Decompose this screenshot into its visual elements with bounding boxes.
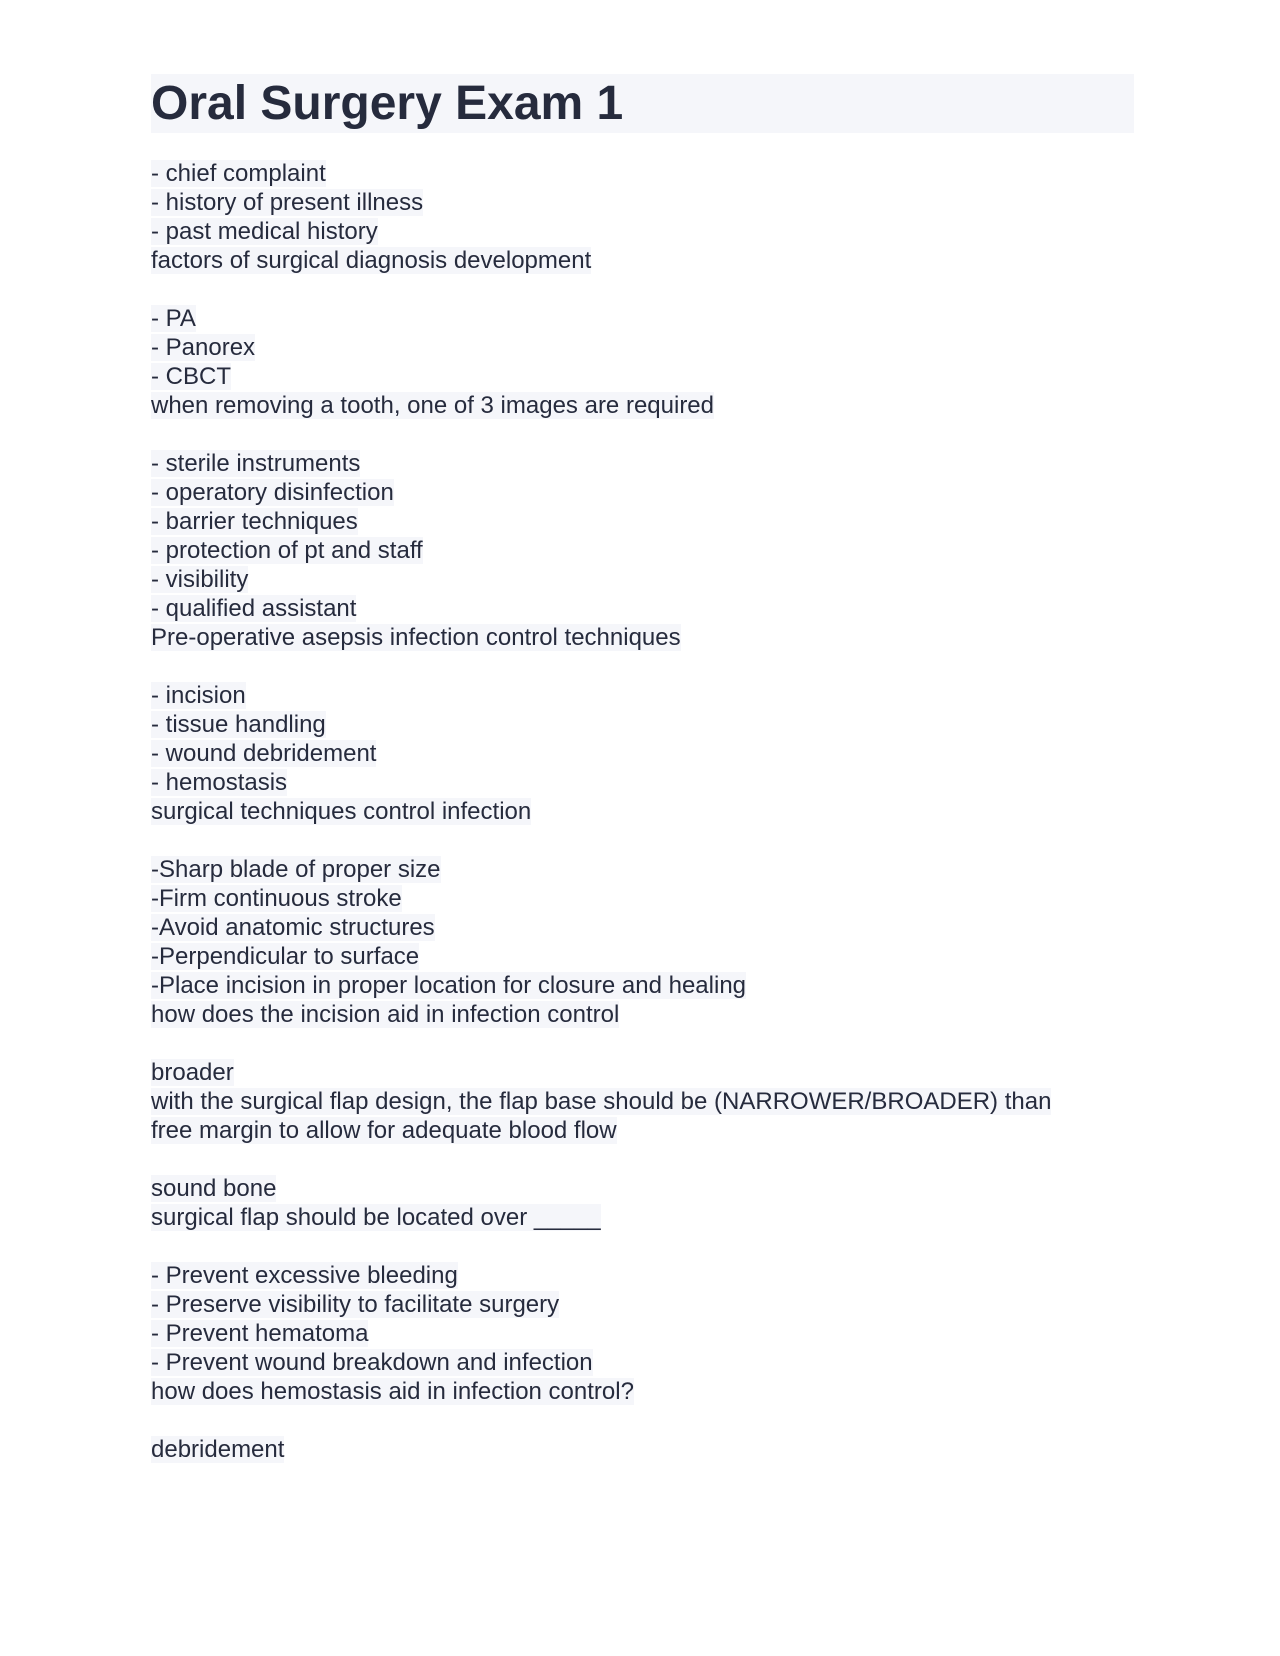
flashcard xyxy=(151,1435,1134,1464)
flashcard-line-text: -Firm continuous stroke xyxy=(151,885,402,912)
flashcard-line-text: free margin to allow for adequate blood flow xyxy=(151,1117,617,1144)
flashcard-line xyxy=(151,971,1134,1000)
flashcard-line-text: when removing a tooth, one of 3 images are required xyxy=(151,392,715,419)
flashcard xyxy=(151,1261,1134,1406)
flashcard-line xyxy=(151,1435,1134,1464)
flashcard-line xyxy=(151,913,1134,942)
flashcard-line xyxy=(151,246,1134,275)
flashcard-line-text: with the surgical flap design, the flap base should be (NARROWER/BROADER) than xyxy=(151,1088,1052,1115)
flashcard-line xyxy=(151,536,1134,565)
flashcard-line-text: factors of surgical diagnosis development xyxy=(151,247,592,274)
flashcard-line-text: surgical flap should be located over _____ xyxy=(151,1204,601,1231)
flashcard-line xyxy=(151,710,1134,739)
flashcard-line xyxy=(151,1348,1134,1377)
flashcard-line-text: - CBCT xyxy=(151,363,231,390)
flashcard-line-text: surgical techniques control infection xyxy=(151,798,532,825)
flashcard xyxy=(151,449,1134,652)
flashcard-line-text: - sterile instruments xyxy=(151,450,361,477)
flashcard-line-text: - chief complaint xyxy=(151,160,326,187)
flashcard-line-text: - incision xyxy=(151,682,246,709)
flashcard-line-text: - Prevent excessive bleeding xyxy=(151,1262,458,1289)
flashcard-line-text: how does the incision aid in infection control xyxy=(151,1001,620,1028)
flashcard-line xyxy=(151,565,1134,594)
title-band xyxy=(151,74,1134,133)
flashcard-line xyxy=(151,594,1134,623)
flashcard-line-text: how does hemostasis aid in infection control? xyxy=(151,1378,634,1405)
flashcard-line xyxy=(151,362,1134,391)
flashcard-line-text: Pre-operative asepsis infection control techniques xyxy=(151,624,681,651)
document-title: Oral Surgery Exam 1 xyxy=(151,77,624,130)
flashcard-list xyxy=(151,159,1134,1464)
flashcard-line xyxy=(151,1058,1134,1087)
flashcard-line xyxy=(151,1377,1134,1406)
flashcard-line xyxy=(151,1203,1134,1232)
flashcard-line xyxy=(151,855,1134,884)
flashcard-line xyxy=(151,884,1134,913)
flashcard-line-text: - hemostasis xyxy=(151,769,288,796)
flashcard-line-text: - Preserve visibility to facilitate surgery xyxy=(151,1291,560,1318)
flashcard-line xyxy=(151,681,1134,710)
flashcard-line xyxy=(151,159,1134,188)
flashcard-line xyxy=(151,333,1134,362)
flashcard-line xyxy=(151,188,1134,217)
flashcard-line-text: - operatory disinfection xyxy=(151,479,394,506)
flashcard xyxy=(151,304,1134,420)
flashcard xyxy=(151,855,1134,1029)
flashcard xyxy=(151,1174,1134,1232)
flashcard-line-text: -Place incision in proper location for closure and healing xyxy=(151,972,747,999)
flashcard-line xyxy=(151,768,1134,797)
flashcard-line-text: - past medical history xyxy=(151,218,378,245)
flashcard-line-text: - Prevent hematoma xyxy=(151,1320,369,1347)
flashcard xyxy=(151,1058,1134,1145)
flashcard xyxy=(151,159,1134,275)
flashcard-line-text: -Avoid anatomic structures xyxy=(151,914,435,941)
document-page xyxy=(151,74,1134,1493)
flashcard-line xyxy=(151,1116,1134,1145)
flashcard-line-text: broader xyxy=(151,1059,234,1086)
flashcard-line-text: - Prevent wound breakdown and infection xyxy=(151,1349,593,1376)
flashcard-line-text: - tissue handling xyxy=(151,711,326,738)
flashcard-line xyxy=(151,1087,1134,1116)
flashcard-line-text: sound bone xyxy=(151,1175,277,1202)
flashcard xyxy=(151,681,1134,826)
flashcard-line xyxy=(151,623,1134,652)
flashcard-line xyxy=(151,797,1134,826)
flashcard-line xyxy=(151,478,1134,507)
flashcard-line xyxy=(151,391,1134,420)
flashcard-line xyxy=(151,1174,1134,1203)
flashcard-line xyxy=(151,1290,1134,1319)
flashcard-line-text: - history of present illness xyxy=(151,189,424,216)
flashcard-line xyxy=(151,449,1134,478)
flashcard-line-text: - PA xyxy=(151,305,196,332)
flashcard-line xyxy=(151,739,1134,768)
flashcard-line-text: - qualified assistant xyxy=(151,595,357,622)
flashcard-line-text: - protection of pt and staff xyxy=(151,537,423,564)
flashcard-line xyxy=(151,1261,1134,1290)
flashcard-line-text: - barrier techniques xyxy=(151,508,358,535)
flashcard-line-text: - Panorex xyxy=(151,334,256,361)
flashcard-line-text: -Sharp blade of proper size xyxy=(151,856,441,883)
flashcard-line-text: - visibility xyxy=(151,566,249,593)
flashcard-line xyxy=(151,942,1134,971)
flashcard-line xyxy=(151,304,1134,333)
flashcard-line xyxy=(151,1000,1134,1029)
flashcard-line xyxy=(151,217,1134,246)
flashcard-line xyxy=(151,507,1134,536)
flashcard-line-text: - wound debridement xyxy=(151,740,377,767)
flashcard-line-text: debridement xyxy=(151,1436,285,1463)
flashcard-line-text: -Perpendicular to surface xyxy=(151,943,420,970)
flashcard-line xyxy=(151,1319,1134,1348)
